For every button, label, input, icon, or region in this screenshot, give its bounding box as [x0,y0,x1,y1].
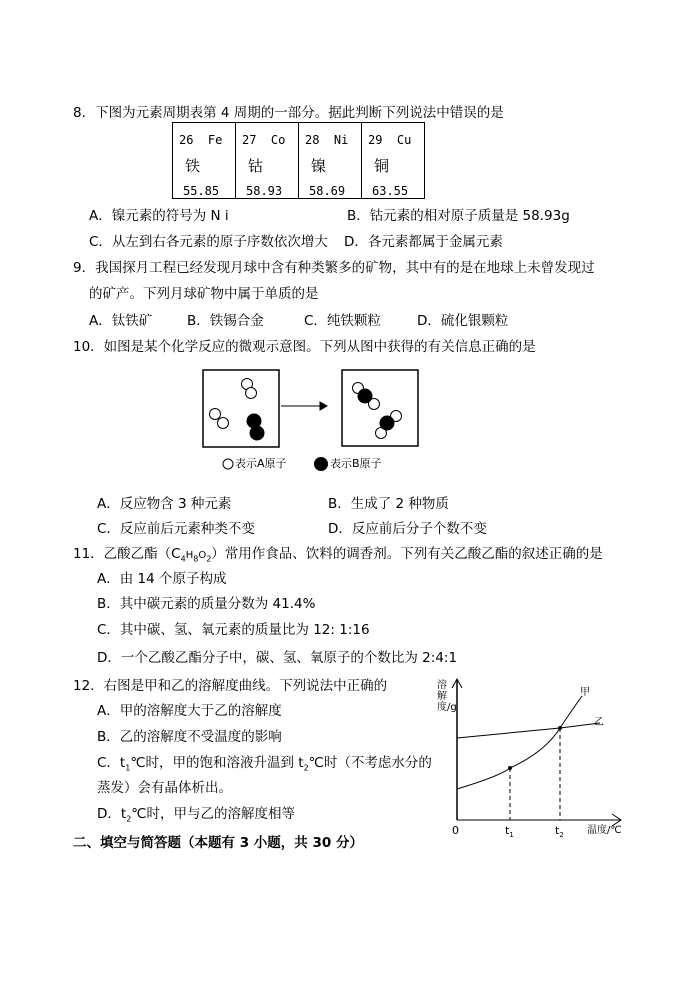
chart-y-label: 溶解度/g [437,680,457,713]
q8-option-a: A．镍元素的符号为 N i [89,208,229,224]
q11-option-b: B．其中碳元素的质量分数为 41.4% [97,596,316,612]
chart-t1-label: $t_1$ [505,824,514,840]
atom-a [218,418,229,429]
q9-stem-line2: 的矿产。下列月球矿物中属于单质的是 [89,286,319,302]
chart-x-label: 温度/℃ [587,825,622,836]
atom-b [250,426,264,440]
atom-a [246,388,257,399]
legend-atom-b-icon [315,458,328,471]
q10-option-c: C．反应前后元素种类不变 [97,521,255,537]
q11-stem: 11．乙酸乙酯$(C_4H_8O_2)$常用作食品、饮料的调香剂。下列有关乙酸乙酯的叙述正确的是 [73,546,603,564]
chart-t2-label: $t_2$ [555,824,564,840]
legend-b-label: 表示B原子 [330,457,382,470]
atom-a [210,409,221,420]
curve-jia [457,696,582,789]
series-label-jia: 甲 [580,687,590,698]
section-2-heading: 二、填空与简答题（本题有 3 小题，共 30 分） [73,835,363,851]
q10-option-d: D．反应前后分子个数不变 [328,521,487,537]
element-cell-co: 27 Co 钴 58.93 [236,123,299,199]
q9-option-c: C．纯铁颗粒 [304,313,381,329]
q9-option-b: B．铁锡合金 [187,313,264,329]
series-label-yi: 乙 [594,717,604,728]
q12-stem: 12．右图是甲和乙的溶解度曲线。下列说法中正确的 [73,678,388,694]
q8-option-d: D．各元素都属于金属元素 [344,234,503,250]
q10-stem: 10．如图是某个化学反应的微观示意图。下列从图中获得的有关信息正确的是 [73,339,536,355]
atom-b [358,389,372,403]
element-cell-cu: 29 Cu 铜 63.55 [362,123,425,199]
q9-option-a: A．钛铁矿 [89,313,153,329]
q11-option-d: D．一个乙酸乙酯分子中，碳、氢、氧原子的个数比为 2:4:1 [97,650,458,666]
q11-option-c: C．其中碳、氢、氧元素的质量比为 12: 1:16 [97,622,370,638]
q8-option-c: C．从左到右各元素的原子序数依次增大 [89,234,328,250]
q10-option-a: A．反应物含 3 种元素 [97,496,232,512]
arrow-head-icon [320,402,327,410]
q10-option-b: B．生成了 2 种物质 [328,496,449,512]
q12-option-a: A．甲的溶解度大于乙的溶解度 [97,703,282,719]
q11-option-a: A．由 14 个原子构成 [97,571,227,587]
legend-atom-a-icon [223,459,233,469]
q12-option-c: C．$t_1℃$时，甲的饱和溶液升温到 $t_2℃$时（不考虑水分的 [97,755,432,773]
legend-a-label: 表示A原子 [235,457,287,470]
atom-b [380,416,394,430]
chart-origin-label: 0 [452,824,459,837]
element-cell-ni: 28 Ni 镍 58.69 [299,123,362,199]
solubility-chart [452,679,621,826]
q9-stem-line1: 9．我国探月工程已经发现月球中含有种类繁多的矿物，其中有的是在地球上未曾发现过 [73,260,595,276]
q8-stem: 8．下图为元素周期表第 4 周期的一部分。据此判断下列说法中错误的是 [73,105,504,121]
q9-option-d: D．硫化银颗粒 [417,313,509,329]
point-t1 [509,767,512,770]
curve-yi [457,723,600,738]
q8-option-b: B．钴元素的相对原子质量是 58.93g [347,208,570,224]
q12-option-c-cont: 蒸发）会有晶体析出。 [97,780,232,796]
q12-option-d: D．$t_2℃$时，甲与乙的溶解度相等 [97,806,295,824]
element-cell-fe: 26 Fe 铁 55.85 [173,123,236,199]
q12-option-b: B．乙的溶解度不受温度的影响 [97,729,282,745]
point-intersection [559,727,562,730]
